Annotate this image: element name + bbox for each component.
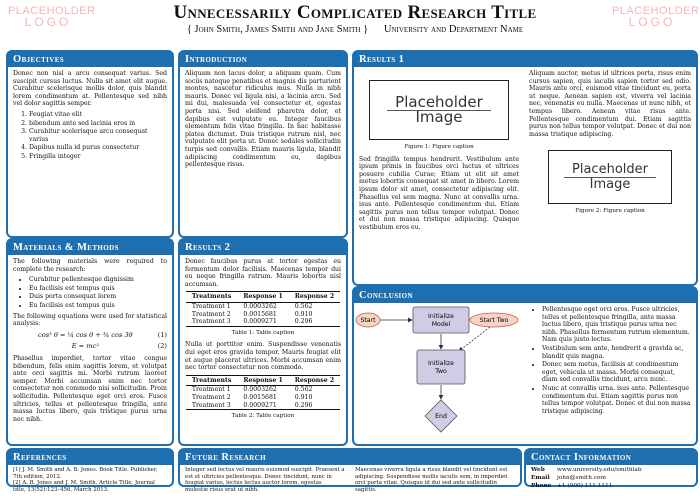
equation-1-text: cos³ θ = ¼ cos θ + ¾ cos 3θ <box>38 330 133 339</box>
introduction-section <box>178 50 348 238</box>
figure-2-caption: Figure 2: Figure caption <box>575 208 645 215</box>
objectives-intro: Donec non nisl a arcu consequat varius. Sed suscipit cursus luctus. Nulla sit amet elit augue. Curabitur scelerisque mollis dolor, quis blandit lorem condimentum at. Pellentesque sed nibh vel dolor sagittis semper. <box>13 70 167 108</box>
list-item: • Eu facilisis est tempus quis <box>29 302 167 310</box>
results1-heading: Results 1 <box>354 52 696 67</box>
table-row <box>186 302 340 310</box>
equation-2-text: E = mc² <box>71 342 99 351</box>
list-item: 1. Feugiat vitae elit <box>29 111 167 119</box>
list-item: 5. Fringilla integer <box>29 153 167 161</box>
contact-web-row <box>531 467 691 474</box>
references-section <box>6 448 174 493</box>
table-2-caption: Table 2: Table caption <box>231 413 295 420</box>
placeholder-line2: Image <box>415 107 463 126</box>
table-row <box>186 394 340 402</box>
contact-phone-label: Phone <box>531 483 552 489</box>
table-row <box>186 386 340 394</box>
contact-web-link[interactable]: www.university.edu/smithlab <box>557 467 642 473</box>
introduction-text: Aliquam non lacus dolor, a aliquam quam. Cum sociis natoque penatibus et magnis dis parturient montes, nascetur ridiculus mus. Nulla in nibh mauris. Donec vel ligula nisi, a lacinia arcu. Sed mi dui, malesuada vel consectetur et, egestas porta nisi. Sed eleifend pharetra dolor, et dapibus est vulputate eu. Integer faucibus elementum felis vitae fringilla. In hac habitasse platea dictumst. Duis tristique rutrum nisl, nec vulputate elit porta ut. Donec sodales sollicitudin turpis sed convallis. Etiam mauris ligula, blandit adipiscing condimentum eu, dapibus pellentesque risus. <box>185 70 341 169</box>
results2-heading: Results 2 <box>180 240 346 255</box>
list-item: 3. Curabitur scelerisque arcu consequat varius <box>29 128 167 143</box>
equation-2-number: (2) <box>157 342 167 351</box>
equations-intro: The following equations were used for statistical analysis: <box>13 312 167 328</box>
table-cell: Treatment 1 <box>191 302 231 310</box>
placeholder-image-1 <box>369 80 509 140</box>
reference-item: [2] A. B. Jones and J. M. Smith. Article Title. Journal title, 13(52):123–456, March 2013. <box>13 480 155 493</box>
flow-start-label: Start <box>360 317 376 324</box>
placeholder-line1: Placeholder <box>395 92 483 111</box>
placeholder-line1: Placeholder <box>572 162 648 178</box>
table-cell: 0.0009271 <box>237 318 288 326</box>
table-row <box>186 318 340 326</box>
table-cell: 0.296 <box>289 402 340 410</box>
table-cell: Treatment 3 <box>186 318 238 326</box>
conclusion-bullets <box>532 303 696 441</box>
table-cell: Treatment 2 <box>191 310 231 318</box>
table-cell: 0.562 <box>294 302 313 310</box>
table-cell: 0.0009271 <box>237 402 288 410</box>
poster-authors <box>95 24 615 35</box>
list-item: • Duis porta consequat lorem <box>29 293 167 301</box>
table-cell: Treatment 2 <box>191 393 231 401</box>
table-cell: 0.0003262 <box>243 386 277 394</box>
objectives-list <box>13 111 167 161</box>
methods-section <box>6 238 174 446</box>
list-item: • Eu facilisis est tempus quis <box>29 285 167 293</box>
contact-email-link[interactable]: john@smith.com <box>557 475 607 481</box>
references-heading: References <box>8 450 172 465</box>
methods-outro: Phasellus imperdiet, tortor vitae congue bibendum, felis enim sagittis lorem, et volutpat ante orci sagittis mi. Morbi rutrum laoreet semper. Morbi accumsan enim nec tortor consectetur non commodo nisi sollicitudin. Proin sollicitudin. Pellentesque eget orci eros. Fusce ultricies, tellus et pellentesque fringilla, ante massa luctus libero, quis tristique purus urna nec nibh. <box>13 354 167 423</box>
table-1-caption: Table 1: Table caption <box>231 329 295 336</box>
affiliation: University and Department Name <box>383 24 524 35</box>
contact-email-row <box>531 475 691 482</box>
list-item: • Vestibulum sem ante, hendrerit a gravida ac, blandit quis magna. <box>542 345 691 360</box>
results2-text2: Nulla ut porttitor enim. Suspendisse venenatis dui eget eros gravida tempor. Mauris feugiat elit et augue placerat ultrices. Morbi accumsan enim nec tortor consectetur non commodo. <box>185 341 341 372</box>
list-item: 4. Dapibus nulla id purus consectetur <box>29 144 167 152</box>
placeholder-line2: Image <box>589 176 631 192</box>
logo-line2: LOGO <box>628 15 676 29</box>
flow-init-two-line2: Two <box>435 368 447 375</box>
table-cell: 0.910 <box>294 310 313 318</box>
table-cell: 0.562 <box>294 386 313 394</box>
contact-phone: +1 (000) 111 1111 <box>557 483 613 489</box>
flow-init-two-node <box>417 350 465 384</box>
flow-init-two-line1: Initialize <box>428 360 454 367</box>
contact-section <box>524 448 698 487</box>
results1-right-column <box>524 67 696 238</box>
poster-title: Unnecessarily Complicated Research Title <box>173 2 537 23</box>
results1-text-right: Aliquam auctor, metus id ultrices porta, risus enim cursus sapien, quis iaculis sapien tortor sed odio. Mauris ante orci, euismod vitae tincidunt eu, porta ut neque. Aenean sapien est, viverra vel lacinia nec, venenatis eu nulla. Maecenas ut nunc nibh, et tempus libero. Aenean vitae risus ante. Pellentesque condimentum dui. Etiam sagittis purus non tellus tempor volutpat. Donec et dui non massa tristique adipiscing. <box>529 70 691 138</box>
objectives-heading: Objectives <box>8 52 172 67</box>
flow-init-model-node <box>413 307 469 333</box>
contact-phone-row <box>531 483 691 490</box>
future-research-heading: Future Research <box>180 450 520 465</box>
logo-left <box>8 5 96 29</box>
figure-1-caption: Figure 1: Figure caption <box>404 144 474 150</box>
equation-2 <box>13 343 167 351</box>
table-cell: 0.296 <box>289 318 340 326</box>
reference-item: [1] J. M. Smith and A. B. Jones. Book Title. Publisher, 7th edition, 2012. <box>13 467 158 480</box>
table-header: Treatments <box>186 292 238 303</box>
logo-line2: LOGO <box>24 15 72 29</box>
results1-section <box>352 50 698 286</box>
table-row <box>186 311 340 319</box>
table-header: Response 1 <box>237 375 288 386</box>
objectives-section <box>6 50 174 238</box>
equation-1-number: (1) <box>157 330 167 339</box>
table-header-row <box>186 375 340 386</box>
conclusion-heading: Conclusion <box>354 288 696 303</box>
logo-right <box>612 5 700 29</box>
flow-init-model-line2: Model <box>431 321 451 328</box>
list-item: • Nunc at convallis urna. isus ante. Pellentesque condimentum dui. Etiam sagittis purus non tellus tempor volutpat. Donec et dui non massa tristique adipiscing. <box>542 385 691 415</box>
list-item: • Curabitur pellentesque dignissim <box>29 276 167 284</box>
logo-line1: PLACEHOLDER <box>8 5 96 17</box>
flowchart-diagram <box>354 303 532 441</box>
list-item: • Donec sem metus, facilisis at condimentum eget, vehicula ut massa. Morbi consequat, diam sed convallis tincidunt, arcu nunc. <box>542 361 691 384</box>
results1-left-column <box>354 67 524 238</box>
methods-intro: The following materials were required to complete the research: <box>13 258 167 273</box>
contact-email-label: Email <box>531 475 550 481</box>
table-cell: Treatment 1 <box>191 386 231 394</box>
methods-heading: Materials & Methods <box>8 240 172 255</box>
table-cell: 0.0015681 <box>243 393 277 401</box>
table-cell: Treatment 3 <box>186 402 238 410</box>
flow-init-model-line1: Initialize <box>428 313 454 320</box>
list-item: 2. bibendum ante sed lacinia eros in <box>29 120 167 128</box>
contact-web-label: Web <box>531 467 545 473</box>
flow-end-label: End <box>435 413 447 420</box>
placeholder-image-2 <box>548 150 672 204</box>
table-cell: 0.0003262 <box>243 302 277 310</box>
table-2 <box>186 375 340 410</box>
table-header-row <box>186 292 340 303</box>
introduction-heading: Introduction <box>180 52 346 67</box>
table-header: Response 2 <box>289 292 340 303</box>
results1-text-left: Sed fringilla tempus hendrerit. Vestibulum ante ipsum primis in faucibus orci luctus et ultrices posuere cubilia Curae; Etiam ut elit sit amet metus lobortis consequat sit amet in libero. Lorem ipsum dolor sit amet, consectetur adipiscing elit. Phasellus vel sem magna. Nunc at convallis urna. isus ante. Pellentesque condimentum dui. Etiam sagittis purus non tellus tempor volutpat. Donec et dui non massa tristique adipiscing. Quisque vestibulum eros eu. <box>359 155 519 231</box>
logo-line1: PLACEHOLDER <box>612 5 700 17</box>
table-cell: 0.910 <box>294 393 313 401</box>
contact-heading: Contact Information <box>526 450 696 465</box>
conclusion-section <box>352 286 698 446</box>
table-header: Response 2 <box>289 375 340 386</box>
table-header: Treatments <box>186 375 238 386</box>
table-header: Response 1 <box>237 292 288 303</box>
future-text1: Integer sed lectus vel mauris euismod suscipit. Praesent a est et ultricies pellentesque. Donec tincidunt, nunc in feugiat varius, lectus lectus auctor lorem, egestas molestie risus erat ut nibh. <box>185 467 345 493</box>
results2-section <box>178 238 348 446</box>
table-cell: 0.0015681 <box>243 310 277 318</box>
author-list: { John Smith, James Smith and Jane Smith } <box>186 24 369 35</box>
results2-text1: Donec faucibus purus at tortor egestas eu fermentum dolor facilisis. Maecenas tempor dui eu neque fringilla rutrum. Mauris lobortis nisl accumsan. <box>185 258 341 288</box>
flow-start-two-label: Start Two <box>479 317 509 324</box>
list-item: • Pellentesque eget orci eros. Fusce ultricies, tellus et pellentesque fringilla, ante massa luctus libero, quis tristique purus urna nec nibh. Phasellus fermentum rutrum elementum. Nam quis justo lectus. <box>542 306 691 344</box>
future-text2: Maecenas viverra ligula a risus blandit vel tincidunt est adipiscing. Suspendisse mollis iaculis sem, in imperdiet orci porta vitae. Quisque id dui sed ante sollicitudin sagittis. <box>355 467 508 493</box>
methods-list <box>13 276 167 309</box>
equation-1 <box>13 332 167 340</box>
future-research-section <box>178 448 522 493</box>
table-row <box>186 402 340 410</box>
table-1 <box>186 291 340 326</box>
